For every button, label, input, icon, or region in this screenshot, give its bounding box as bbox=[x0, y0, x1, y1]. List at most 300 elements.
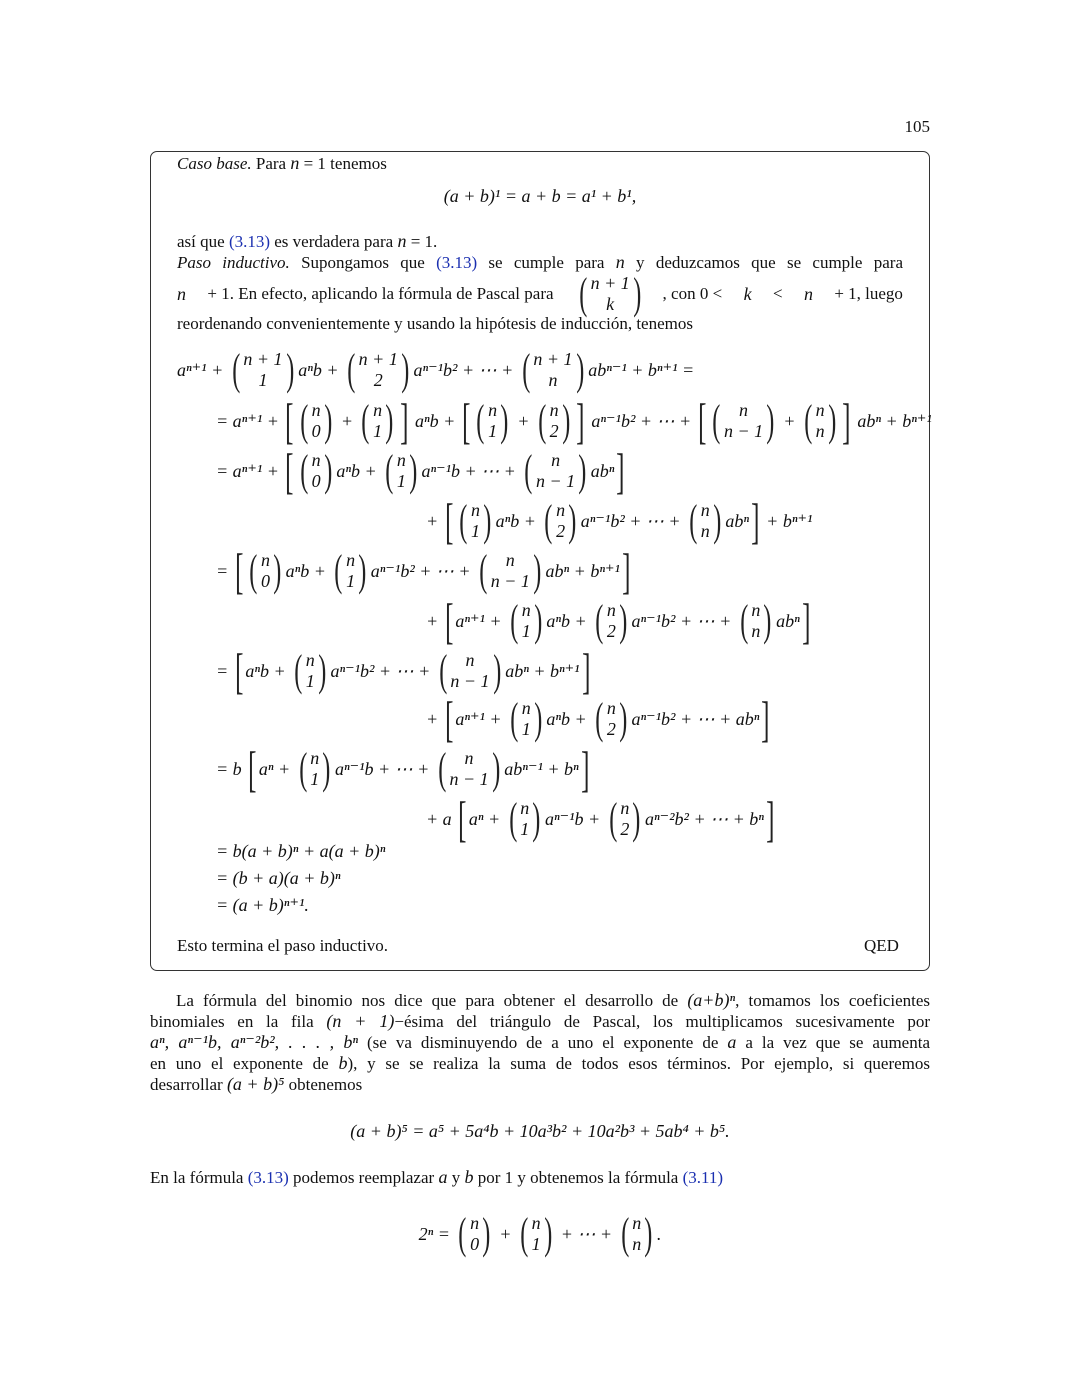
left-paren: ( bbox=[298, 744, 307, 793]
binomial-top: n bbox=[396, 450, 406, 470]
math-text: = bbox=[216, 661, 233, 681]
math-text: aⁿ + bbox=[468, 809, 505, 829]
math-text: aⁿb + bbox=[336, 461, 382, 481]
equation-reference-link[interactable]: (3.13) bbox=[436, 253, 478, 272]
binomial-entries bbox=[751, 600, 760, 642]
derivation-line bbox=[426, 691, 772, 747]
text-run: La fórmula del binomio nos dice que para obtener el desarrollo de bbox=[176, 991, 688, 1010]
proof-line bbox=[177, 314, 693, 334]
binomial-bottom: 1 bbox=[258, 370, 268, 390]
math-text: = b bbox=[216, 759, 247, 779]
big-bracket: ] bbox=[576, 393, 585, 449]
binomial-coefficient bbox=[344, 345, 412, 394]
text-run: + 1. En efecto, aplicando la fórmula de Pascal para bbox=[203, 284, 558, 303]
binomial-entries bbox=[607, 698, 616, 740]
text-run: obtenemos bbox=[284, 1075, 363, 1094]
right-paren: ) bbox=[619, 694, 628, 743]
text-run: (se va disminuyendo de a uno el exponente de bbox=[358, 1033, 728, 1052]
binomial-coefficient bbox=[576, 269, 644, 318]
binomial-coefficient bbox=[382, 446, 420, 495]
binomial-coefficient bbox=[521, 446, 589, 495]
left-paren: ( bbox=[804, 396, 813, 445]
text-run: reordenando convenientemente y usando la hipótesis de inducción, tenemos bbox=[177, 314, 693, 333]
right-paren: ) bbox=[401, 345, 410, 394]
right-paren: ) bbox=[827, 396, 836, 445]
binomial-entries bbox=[397, 450, 406, 492]
right-paren: ) bbox=[568, 496, 577, 545]
qed-mark: QED bbox=[864, 936, 899, 955]
left-paren: ( bbox=[459, 496, 468, 545]
right-paren: ) bbox=[323, 446, 333, 495]
binomial-coefficient bbox=[358, 396, 396, 445]
binomial-top: n bbox=[465, 650, 475, 670]
binomial-coefficient bbox=[296, 744, 334, 793]
derivation-line bbox=[216, 393, 932, 449]
math-text: + bbox=[494, 1224, 516, 1244]
binomial-entries bbox=[724, 400, 763, 442]
math-text: abⁿ bbox=[776, 611, 800, 631]
big-bracket: [ bbox=[248, 741, 257, 797]
big-bracket: [ bbox=[285, 443, 294, 499]
left-paren: ( bbox=[479, 546, 488, 595]
binomial-coefficient bbox=[709, 396, 777, 445]
binomial-entries bbox=[450, 650, 489, 692]
binomial-top: n bbox=[531, 1213, 541, 1233]
binomial-top: n bbox=[632, 1213, 642, 1233]
binomial-bottom: 1 bbox=[520, 819, 530, 839]
math-text: aⁿ⁺¹ + bbox=[455, 611, 507, 631]
binomial-entries bbox=[520, 798, 529, 840]
proof-line bbox=[177, 269, 903, 318]
binomial-bottom: 1 bbox=[488, 421, 498, 441]
binomial-entries bbox=[550, 400, 559, 442]
right-paren: ) bbox=[619, 596, 628, 645]
binomial-coefficient bbox=[801, 396, 839, 445]
right-paren: ) bbox=[712, 496, 722, 545]
left-paren: ( bbox=[438, 744, 447, 793]
math-text: = aⁿ⁺¹ + bbox=[216, 411, 284, 431]
right-paren: ) bbox=[500, 396, 509, 445]
binomial-top: n bbox=[556, 500, 566, 520]
text-run: + 1, luego bbox=[830, 284, 903, 303]
text-run: < bbox=[768, 284, 787, 303]
binomial-coefficient bbox=[541, 496, 579, 545]
math-text: + bbox=[336, 411, 358, 431]
math-text: + a bbox=[426, 809, 457, 829]
right-paren: ) bbox=[492, 646, 501, 695]
right-paren: ) bbox=[561, 396, 570, 445]
italic-heading: Paso inductivo. bbox=[177, 253, 290, 272]
left-paren: ( bbox=[712, 396, 721, 445]
binomial-coefficient bbox=[592, 596, 630, 645]
math-text: = (b + a)(a + b)ⁿ bbox=[216, 868, 341, 888]
paragraph-line bbox=[150, 1074, 362, 1095]
binomial-top: n bbox=[346, 550, 356, 570]
big-bracket: [ bbox=[285, 393, 294, 449]
math-text: = b(a + b)ⁿ + a(a + b)ⁿ bbox=[216, 841, 386, 861]
derivation-line bbox=[216, 543, 633, 599]
binomial-coefficient bbox=[291, 646, 329, 695]
left-paren: ( bbox=[510, 694, 519, 743]
binomial-bottom: 1 bbox=[373, 421, 383, 441]
math-text: + bbox=[512, 411, 534, 431]
left-paren: ( bbox=[361, 396, 370, 445]
binomial-bottom: n bbox=[632, 1234, 642, 1254]
big-bracket: [ bbox=[234, 643, 244, 699]
binomial-bottom: 2 bbox=[606, 621, 616, 641]
math-text: aⁿb + bbox=[410, 411, 460, 431]
binomial-bottom: n − 1 bbox=[449, 769, 489, 789]
binomial-top: n bbox=[311, 400, 321, 420]
binomial-entries bbox=[312, 400, 321, 442]
right-paren: ) bbox=[766, 396, 775, 445]
binomial-coefficient bbox=[476, 546, 544, 595]
binomial-coefficient bbox=[517, 1209, 555, 1258]
proof-closing: Esto termina el paso inductivo. bbox=[177, 936, 389, 955]
paragraph-line bbox=[150, 1011, 930, 1032]
right-paren: ) bbox=[532, 794, 541, 843]
big-bracket: [ bbox=[461, 393, 471, 449]
right-paren: ) bbox=[632, 794, 641, 843]
left-paren: ( bbox=[620, 1209, 629, 1258]
binomial-bottom: 1 bbox=[396, 471, 406, 491]
binomial-bottom: 1 bbox=[310, 769, 320, 789]
inline-math: k bbox=[743, 284, 752, 304]
left-paren: ( bbox=[520, 1209, 529, 1258]
binomial-top: n bbox=[521, 698, 531, 718]
math-text: aⁿ⁺¹ + bbox=[177, 360, 228, 380]
binomial-coefficient bbox=[455, 1209, 493, 1258]
derivation-line bbox=[216, 643, 592, 699]
binomial-top: n bbox=[551, 450, 561, 470]
proof-line bbox=[177, 252, 903, 273]
math-text: . bbox=[656, 1224, 662, 1244]
text-run: se cumple para bbox=[477, 253, 616, 272]
inline-math: n bbox=[397, 231, 407, 251]
binomial-top: n bbox=[505, 550, 515, 570]
big-bracket: ] bbox=[580, 741, 590, 797]
big-bracket: ] bbox=[842, 393, 851, 449]
binomial-bottom: 2 bbox=[606, 719, 616, 739]
math-text: abⁿ⁻¹ + bⁿ bbox=[504, 759, 579, 779]
right-paren: ) bbox=[358, 546, 367, 595]
big-bracket: ] bbox=[751, 493, 760, 549]
left-paren: ( bbox=[538, 396, 547, 445]
binomial-bottom: n − 1 bbox=[490, 571, 530, 591]
binomial-coefficient bbox=[435, 744, 503, 793]
binomial-top: n bbox=[520, 798, 530, 818]
inline-math: (a+b)ⁿ bbox=[687, 990, 736, 1010]
math-text: + bⁿ⁺¹ bbox=[761, 511, 813, 531]
math-text: + ⋯ + bbox=[556, 1224, 617, 1244]
left-paren: ( bbox=[347, 345, 356, 394]
inline-math: (a + b)⁵ bbox=[226, 1074, 285, 1094]
left-paren: ( bbox=[476, 396, 485, 445]
math-text: = aⁿ⁺¹ + bbox=[216, 461, 284, 481]
math-text: aⁿ⁻¹b + ⋯ + bbox=[334, 759, 434, 779]
math-text: aⁿ + bbox=[258, 759, 295, 779]
binomial-entries bbox=[491, 550, 530, 592]
binomial-bottom: 1 bbox=[346, 571, 356, 591]
binomial-top: n bbox=[620, 798, 630, 818]
text-run: así que bbox=[177, 232, 229, 251]
binomial-entries bbox=[359, 349, 398, 391]
binomial-coefficient bbox=[737, 596, 775, 645]
inline-math: (n + 1) bbox=[326, 1011, 395, 1031]
binomial-top: n bbox=[311, 450, 321, 470]
text-run: binomiales en la fila bbox=[150, 1012, 327, 1031]
binomial-top: n bbox=[739, 400, 749, 420]
text-run: −ésima del triángulo de Pascal, los multiplicamos sucesivamente por bbox=[394, 1012, 930, 1031]
big-bracket: ] bbox=[622, 543, 631, 599]
binomial-coefficient bbox=[618, 1209, 656, 1258]
binomial-bottom: k bbox=[606, 294, 615, 314]
left-paren: ( bbox=[595, 694, 604, 743]
left-paren: ( bbox=[294, 646, 303, 695]
binomial-top: n bbox=[260, 550, 270, 570]
binomial-coefficient bbox=[331, 546, 369, 595]
big-bracket: ] bbox=[801, 593, 811, 649]
derivation-line bbox=[426, 791, 777, 847]
right-paren: ) bbox=[763, 596, 772, 645]
left-paren: ( bbox=[510, 596, 519, 645]
text-run: = 1. bbox=[406, 232, 438, 251]
binomial-bottom: n bbox=[700, 521, 710, 541]
base-equation bbox=[0, 186, 1080, 206]
binomial-top: n bbox=[815, 400, 825, 420]
derivation-line bbox=[216, 868, 341, 888]
binomial-entries bbox=[620, 798, 629, 840]
binomial-coefficient bbox=[592, 694, 630, 743]
binomial-entries bbox=[607, 600, 616, 642]
text-run: a la vez que se aumenta bbox=[736, 1033, 930, 1052]
binomial-entries bbox=[632, 1213, 641, 1255]
right-paren: ) bbox=[482, 1209, 491, 1258]
math-text: abⁿ + bⁿ⁺¹ bbox=[505, 661, 580, 681]
binomial-bottom: 0 bbox=[260, 571, 270, 591]
math-text: + bbox=[426, 611, 443, 631]
math-text: aⁿb + bbox=[298, 360, 344, 380]
right-paren: ) bbox=[533, 596, 543, 645]
binomial-bottom: n − 1 bbox=[535, 471, 576, 491]
left-paren: ( bbox=[334, 546, 343, 595]
math-text: (a + b)⁵ = a⁵ + 5a⁴b + 10a³b² + 10a²b³ + 5ab⁴ + b⁵. bbox=[350, 1121, 730, 1141]
text-run: podemos reemplazar bbox=[288, 1168, 439, 1187]
inline-math: n bbox=[615, 252, 625, 272]
derivation-line bbox=[426, 593, 812, 649]
math-text: + bbox=[426, 511, 443, 531]
equation-reference-link[interactable]: (3.13) bbox=[228, 232, 271, 251]
binomial-entries bbox=[532, 1213, 541, 1255]
binomial-top: n bbox=[700, 500, 710, 520]
binomial-entries bbox=[522, 600, 531, 642]
text-run: En la fórmula bbox=[150, 1168, 248, 1187]
binomial-coefficient bbox=[606, 794, 644, 843]
binomial-bottom: n bbox=[548, 370, 558, 390]
right-paren: ) bbox=[322, 744, 331, 793]
derivation-line bbox=[216, 741, 591, 797]
left-paren: ( bbox=[524, 446, 533, 495]
binomial-entries bbox=[470, 1213, 479, 1255]
inline-math: n bbox=[177, 284, 186, 304]
right-paren: ) bbox=[533, 694, 543, 743]
text-run: y bbox=[447, 1168, 465, 1187]
big-bracket: ] bbox=[766, 791, 775, 847]
binomial-entries bbox=[312, 450, 321, 492]
text-run: ), y se se realiza la suma de todos esos términos. Por ejemplo, si queremos bbox=[347, 1054, 931, 1073]
binomial-bottom: n − 1 bbox=[450, 671, 490, 691]
left-paren: ( bbox=[249, 546, 258, 595]
big-bracket: [ bbox=[444, 493, 454, 549]
binomial-top: n bbox=[470, 500, 480, 520]
text-run: , tomamos los coeficientes bbox=[735, 991, 930, 1010]
math-text: aⁿ⁻²b² + ⋯ + bⁿ bbox=[644, 809, 764, 829]
binomial-coefficient bbox=[229, 345, 297, 394]
binomial-bottom: 2 bbox=[620, 819, 630, 839]
binomial-bottom: 0 bbox=[311, 421, 321, 441]
big-bracket: [ bbox=[697, 393, 707, 449]
equation-reference-link[interactable]: (3.11) bbox=[682, 1168, 724, 1187]
left-paren: ( bbox=[608, 794, 618, 843]
inline-math: a bbox=[727, 1032, 737, 1052]
binomial-entries bbox=[243, 349, 282, 391]
math-text: 2ⁿ = bbox=[418, 1224, 455, 1244]
proof-line bbox=[177, 231, 437, 252]
math-text: aⁿ⁻¹b² + ⋯ + bbox=[586, 411, 696, 431]
binomial-entries bbox=[591, 273, 630, 315]
text-run: es verdadera para bbox=[270, 232, 398, 251]
inline-math: b bbox=[464, 1167, 474, 1187]
text-run: , con 0 < bbox=[662, 284, 727, 303]
left-paren: ( bbox=[508, 794, 517, 843]
left-paren: ( bbox=[579, 269, 588, 318]
math-text: abⁿ + bⁿ⁺¹ bbox=[852, 411, 932, 431]
binomial-coefficient bbox=[519, 345, 587, 394]
derivation-line bbox=[216, 841, 385, 861]
binomial-coefficient bbox=[506, 794, 544, 843]
inline-math: aⁿ, aⁿ⁻¹b, aⁿ⁻²b², . . . , bⁿ bbox=[150, 1032, 359, 1052]
inline-math: a bbox=[438, 1167, 448, 1187]
binomial-entries bbox=[306, 650, 315, 692]
math-text: + bbox=[426, 709, 443, 729]
binomial-top: n + 1 bbox=[533, 349, 573, 369]
math-text: aⁿ⁻¹b + ⋯ + bbox=[421, 461, 521, 481]
math-text: abⁿ + bⁿ⁺¹ bbox=[545, 561, 620, 581]
binomial-top: n bbox=[464, 748, 474, 768]
example-equation bbox=[0, 1121, 1080, 1141]
text-run: y deduzcamos que se cumple para bbox=[624, 253, 903, 272]
derivation-line bbox=[177, 345, 695, 394]
left-paren: ( bbox=[689, 496, 698, 545]
big-bracket: [ bbox=[444, 593, 454, 649]
binomial-top: n + 1 bbox=[590, 273, 630, 293]
page-number: 105 bbox=[904, 117, 930, 136]
binomial-bottom: n − 1 bbox=[723, 421, 764, 441]
right-paren: ) bbox=[285, 345, 294, 394]
binomial-bottom: 2 bbox=[556, 521, 566, 541]
binomial-bottom: 1 bbox=[521, 621, 531, 641]
binomial-top: n bbox=[751, 600, 761, 620]
binomial-coefficient bbox=[297, 396, 335, 445]
left-paren: ( bbox=[458, 1209, 467, 1258]
binomial-top: n bbox=[606, 698, 616, 718]
big-bracket: [ bbox=[234, 543, 244, 599]
right-paren: ) bbox=[533, 546, 542, 595]
text-run: Supongamos que bbox=[289, 253, 437, 272]
derivation-line bbox=[216, 895, 309, 915]
right-paren: ) bbox=[273, 546, 282, 595]
binomial-entries bbox=[373, 400, 382, 442]
italic-heading: Caso base. bbox=[177, 154, 252, 173]
binomial-coefficient bbox=[456, 496, 494, 545]
binomial-entries bbox=[556, 500, 565, 542]
left-paren: ( bbox=[740, 596, 749, 645]
binomial-entries bbox=[346, 550, 355, 592]
math-text: aⁿb + bbox=[285, 561, 331, 581]
binomial-bottom: 0 bbox=[470, 1234, 480, 1254]
derivation-line bbox=[426, 493, 813, 549]
binomial-bottom: 2 bbox=[373, 370, 383, 390]
math-text: (a + b)¹ = a + b = a¹ + b¹, bbox=[443, 186, 637, 206]
proof-line bbox=[177, 153, 387, 174]
math-text: aⁿb + bbox=[495, 511, 541, 531]
binomial-coefficient bbox=[246, 546, 284, 595]
left-paren: ( bbox=[544, 496, 553, 545]
binomial-bottom: n bbox=[751, 621, 761, 641]
right-paren: ) bbox=[491, 744, 500, 793]
binomial-bottom: 2 bbox=[549, 421, 559, 441]
binomial-coefficient bbox=[473, 396, 511, 445]
right-paren: ) bbox=[578, 446, 587, 495]
binomial-entries bbox=[701, 500, 710, 542]
binomial-bottom: 0 bbox=[311, 471, 321, 491]
paragraph-line bbox=[150, 1053, 930, 1074]
math-text: aⁿb + bbox=[245, 661, 291, 681]
binomial-bottom: 1 bbox=[521, 719, 531, 739]
equation-reference-link[interactable]: (3.13) bbox=[247, 1168, 289, 1187]
binomial-coefficient bbox=[297, 446, 335, 495]
math-text: aⁿ⁻¹b² + ⋯ + bbox=[370, 561, 476, 581]
paragraph-line bbox=[150, 1032, 930, 1053]
math-text: = bbox=[216, 561, 233, 581]
right-paren: ) bbox=[644, 1209, 653, 1258]
inline-math: n bbox=[803, 284, 813, 304]
paragraph-line bbox=[176, 990, 930, 1011]
binomial-entries bbox=[471, 500, 480, 542]
math-text: aⁿ⁻¹b² + ⋯ + bbox=[580, 511, 686, 531]
right-paren: ) bbox=[483, 496, 492, 545]
math-text: + bbox=[778, 411, 800, 431]
binomial-coefficient bbox=[436, 646, 504, 695]
binomial-top: n bbox=[606, 600, 616, 620]
binomial-top: n + 1 bbox=[243, 349, 283, 369]
binomial-bottom: 1 bbox=[531, 1234, 541, 1254]
left-paren: ( bbox=[522, 345, 531, 394]
big-bracket: ] bbox=[616, 443, 625, 499]
binomial-top: n bbox=[549, 400, 559, 420]
math-text: aⁿb + bbox=[546, 709, 592, 729]
binomial-top: n bbox=[373, 400, 383, 420]
math-text: abⁿ bbox=[590, 461, 615, 481]
right-paren: ) bbox=[633, 269, 642, 318]
big-bracket: [ bbox=[444, 691, 454, 747]
left-paren: ( bbox=[385, 446, 394, 495]
binomial-top: n bbox=[305, 650, 315, 670]
binomial-entries bbox=[261, 550, 270, 592]
right-paren: ) bbox=[385, 396, 394, 445]
math-text: abⁿ⁻¹ + bⁿ⁺¹ = bbox=[588, 360, 695, 380]
binomial-entries bbox=[533, 349, 572, 391]
